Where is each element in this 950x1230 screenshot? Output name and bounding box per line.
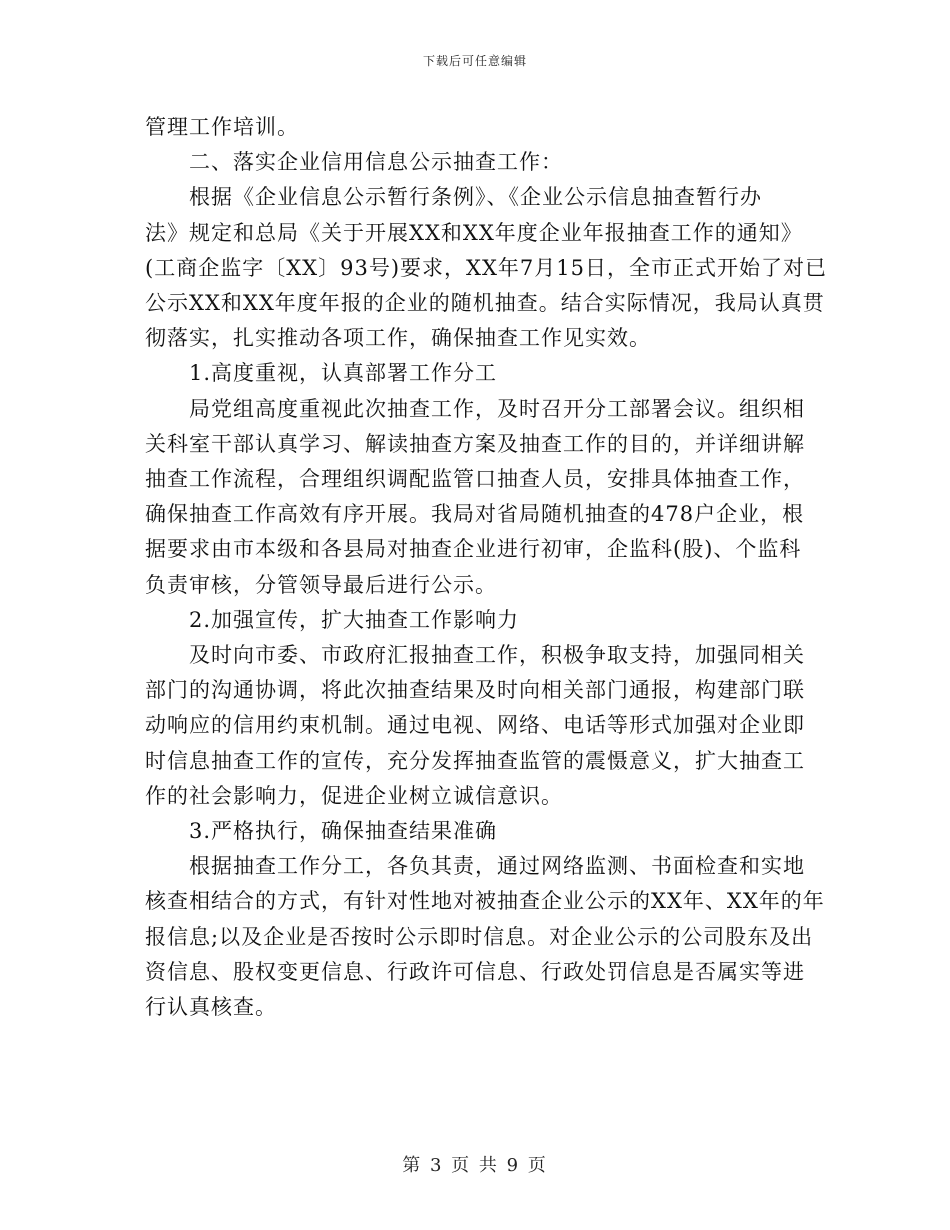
body-line: 核查相结合的方式，有针对性地对被抽查企业公示的XX年、XX年的年 [145,889,825,914]
body-line: 根据抽查工作分工，各负其责，通过网络监测、书面检查和实地 [145,854,805,879]
body-line: 据要求由市本级和各县局对抽查企业进行初审，企监科(股)、个监科 [145,537,802,562]
body-line: 确保抽查工作高效有序开展。我局对省局随机抽查的478户企业，根 [145,502,805,527]
body-line: (工商企监字〔XX〕93号)要求，XX年7月15日，全市正式开始了对已 [145,255,827,280]
body-line: 时信息抽查工作的宣传，充分发挥抽查监管的震慑意义，扩大抽查工 [145,748,805,773]
body-line: 关科室干部认真学习、解读抽查方案及抽查工作的目的，并详细讲解 [145,431,805,456]
section-heading: 二、落实企业信用信息公示抽查工作： [145,150,563,175]
subsection-heading: 2.加强宣传，扩大抽查工作影响力 [145,607,520,632]
body-line: 及时向市委、市政府汇报抽查工作，积极争取支持，加强同相关 [145,643,805,668]
body-line: 法》规定和总局《关于开展XX和XX年度企业年报抽查工作的通知》 [145,220,803,245]
body-line: 报信息;以及企业是否按时公示即时信息。对企业公示的公司股东及出 [145,924,814,949]
document-body [145,110,827,1025]
page-number: 第 3 页 共 9 页 [402,1155,548,1176]
body-line: 彻落实，扎实推动各项工作，确保抽查工作见实效。 [145,326,651,351]
body-line: 负责审核，分管领导最后进行公示。 [145,572,497,597]
subsection-heading: 3.严格执行，确保抽查结果准确 [145,819,498,844]
body-line: 公示XX和XX年度年报的企业的随机抽查。结合实际情况，我局认真贯 [145,291,825,316]
body-line: 资信息、股权变更信息、行政许可信息、行政处罚信息是否属实等进 [145,959,805,984]
body-line: 行认真核查。 [145,995,277,1020]
body-line: 动响应的信用约束机制。通过电视、网络、电话等形式加强对企业即 [145,713,805,738]
body-line: 作的社会影响力，促进企业树立诚信意识。 [145,783,563,808]
subsection-heading: 1.高度重视，认真部署工作分工 [145,361,498,386]
body-line: 部门的沟通协调，将此次抽查结果及时向相关部门通报，构建部门联 [145,678,805,703]
body-line: 抽查工作流程，合理组织调配监管口抽查人员，安排具体抽查工作， [145,467,805,492]
page-header-note: 下载后可任意编辑 [422,54,527,68]
body-line: 局党组高度重视此次抽查工作，及时召开分工部署会议。组织相 [145,396,805,421]
body-line: 管理工作培训。 [145,115,299,139]
body-line: 根据《企业信息公示暂行条例》、《企业公示信息抽查暂行办 [145,185,762,210]
